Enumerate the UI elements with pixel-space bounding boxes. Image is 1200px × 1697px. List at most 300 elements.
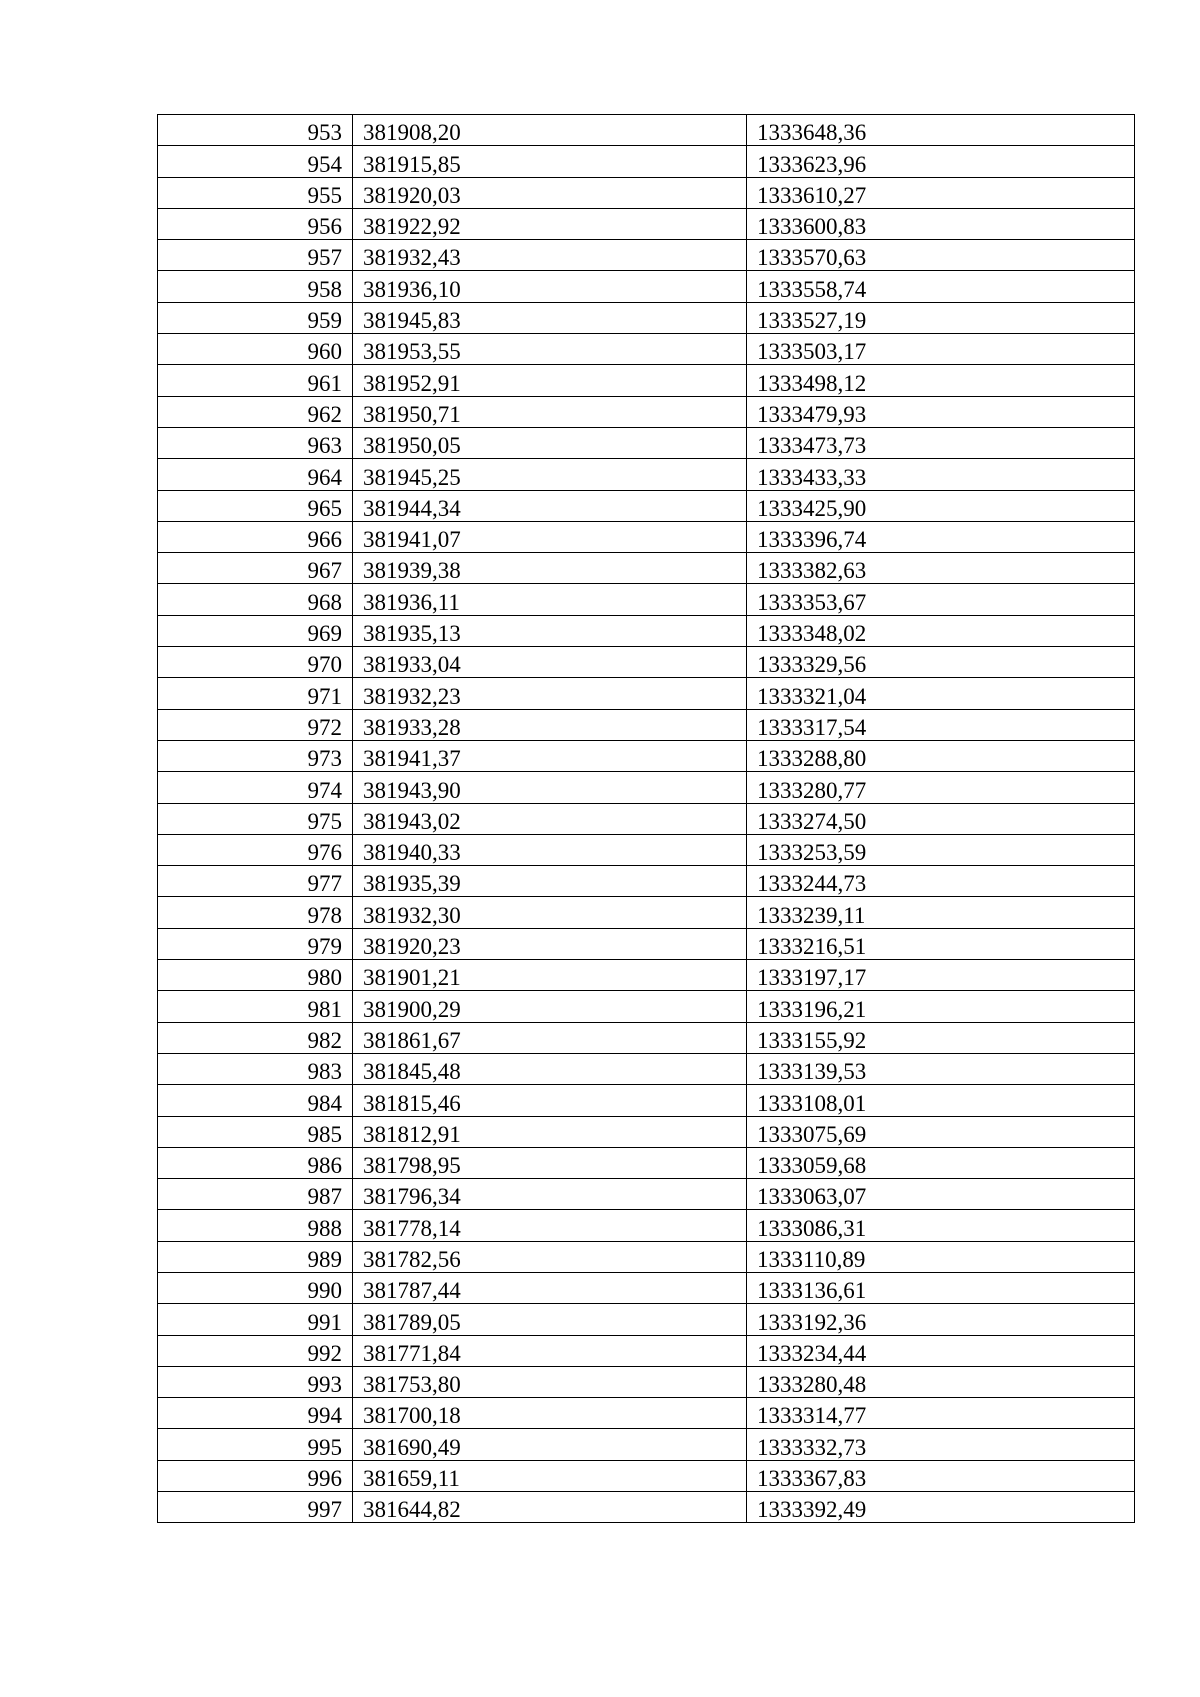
table-row <box>158 1398 1135 1429</box>
point-number-cell <box>158 834 353 865</box>
table-row <box>158 146 1135 177</box>
table-row <box>158 553 1135 584</box>
table-row <box>158 678 1135 709</box>
cell-text: 381900,29 <box>363 996 461 1022</box>
cell-text: 1333280,77 <box>757 777 867 803</box>
cell-text: 1333136,61 <box>757 1278 867 1304</box>
point-number-cell <box>158 177 353 208</box>
cell-text: 1333253,59 <box>757 840 867 866</box>
cell-text: 381932,43 <box>363 245 461 271</box>
cell-text: 381943,90 <box>363 777 461 803</box>
y-coordinate-cell <box>747 1147 1135 1178</box>
point-number-cell <box>158 709 353 740</box>
cell-text: 381945,25 <box>363 464 461 490</box>
point-number-cell <box>158 427 353 458</box>
table-row <box>158 427 1135 458</box>
cell-text: 381935,39 <box>363 871 461 897</box>
y-coordinate-cell <box>747 1179 1135 1210</box>
table-row <box>158 1460 1135 1491</box>
point-number-cell <box>158 334 353 365</box>
y-coordinate-cell <box>747 1022 1135 1053</box>
cell-text: 381700,18 <box>363 1403 461 1429</box>
point-number-cell <box>158 1492 353 1523</box>
x-coordinate-cell <box>353 834 747 865</box>
y-coordinate-cell <box>747 1053 1135 1084</box>
y-coordinate-cell <box>747 584 1135 615</box>
point-number-cell <box>158 647 353 678</box>
y-coordinate-cell <box>747 459 1135 490</box>
x-coordinate-cell <box>353 772 747 803</box>
x-coordinate-cell <box>353 396 747 427</box>
y-coordinate-cell <box>747 647 1135 678</box>
cell-text: 381796,34 <box>363 1184 461 1210</box>
cell-text: 983 <box>307 1059 342 1085</box>
table-row <box>158 1272 1135 1303</box>
point-number-cell <box>158 584 353 615</box>
x-coordinate-cell <box>353 365 747 396</box>
y-coordinate-cell <box>747 553 1135 584</box>
x-coordinate-cell <box>353 459 747 490</box>
cell-text: 972 <box>307 714 342 740</box>
x-coordinate-cell <box>353 928 747 959</box>
y-coordinate-cell <box>747 1429 1135 1460</box>
y-coordinate-cell <box>747 1304 1135 1335</box>
table-row <box>158 1022 1135 1053</box>
cell-text: 1333075,69 <box>757 1121 867 1147</box>
cell-text: 1333600,83 <box>757 214 867 240</box>
y-coordinate-cell <box>747 1085 1135 1116</box>
table-row <box>158 834 1135 865</box>
y-coordinate-cell <box>747 240 1135 271</box>
cell-text: 1333329,56 <box>757 652 867 678</box>
cell-text: 1333216,51 <box>757 934 867 960</box>
cell-text: 977 <box>307 871 342 897</box>
cell-text: 381940,33 <box>363 840 461 866</box>
y-coordinate-cell <box>747 365 1135 396</box>
cell-text: 1333382,63 <box>757 558 867 584</box>
cell-text: 997 <box>307 1497 342 1523</box>
point-number-cell <box>158 803 353 834</box>
y-coordinate-cell <box>747 615 1135 646</box>
table-row <box>158 928 1135 959</box>
table-row <box>158 740 1135 771</box>
x-coordinate-cell <box>353 177 747 208</box>
x-coordinate-cell <box>353 271 747 302</box>
x-coordinate-cell <box>353 115 747 146</box>
cell-text: 989 <box>307 1246 342 1272</box>
cell-text: 1333155,92 <box>757 1027 867 1053</box>
cell-text: 993 <box>307 1372 342 1398</box>
cell-text: 959 <box>307 308 342 334</box>
cell-text: 990 <box>307 1278 342 1304</box>
x-coordinate-cell <box>353 1492 747 1523</box>
table-row <box>158 1304 1135 1335</box>
table-row <box>158 1335 1135 1366</box>
point-number-cell <box>158 866 353 897</box>
point-number-cell <box>158 928 353 959</box>
y-coordinate-cell <box>747 115 1135 146</box>
y-coordinate-cell <box>747 208 1135 239</box>
point-number-cell <box>158 1241 353 1272</box>
cell-text: 1333317,54 <box>757 714 867 740</box>
x-coordinate-cell <box>353 208 747 239</box>
table-row <box>158 365 1135 396</box>
x-coordinate-cell <box>353 1022 747 1053</box>
y-coordinate-cell <box>747 709 1135 740</box>
x-coordinate-cell <box>353 1429 747 1460</box>
table-row <box>158 866 1135 897</box>
cell-text: 381644,82 <box>363 1497 461 1523</box>
table-row <box>158 177 1135 208</box>
point-number-cell <box>158 521 353 552</box>
cell-text: 1333479,93 <box>757 401 867 427</box>
cell-text: 381908,20 <box>363 120 461 146</box>
cell-text: 973 <box>307 746 342 772</box>
x-coordinate-cell <box>353 960 747 991</box>
y-coordinate-cell <box>747 1272 1135 1303</box>
x-coordinate-cell <box>353 1241 747 1272</box>
cell-text: 971 <box>307 683 342 709</box>
cell-text: 1333396,74 <box>757 527 867 553</box>
cell-text: 381778,14 <box>363 1215 461 1241</box>
point-number-cell <box>158 1147 353 1178</box>
x-coordinate-cell <box>353 740 747 771</box>
x-coordinate-cell <box>353 240 747 271</box>
cell-text: 1333473,73 <box>757 433 867 459</box>
y-coordinate-cell <box>747 271 1135 302</box>
point-number-cell <box>158 240 353 271</box>
point-number-cell <box>158 1210 353 1241</box>
cell-text: 1333367,83 <box>757 1466 867 1492</box>
x-coordinate-cell <box>353 302 747 333</box>
cell-text: 965 <box>307 495 342 521</box>
cell-text: 1333059,68 <box>757 1153 867 1179</box>
cell-text: 1333610,27 <box>757 182 867 208</box>
table-row <box>158 208 1135 239</box>
cell-text: 381915,85 <box>363 151 461 177</box>
point-number-cell <box>158 991 353 1022</box>
cell-text: 381861,67 <box>363 1027 461 1053</box>
cell-text: 1333192,36 <box>757 1309 867 1335</box>
cell-text: 978 <box>307 902 342 928</box>
cell-text: 381952,91 <box>363 370 461 396</box>
y-coordinate-cell <box>747 834 1135 865</box>
cell-text: 967 <box>307 558 342 584</box>
x-coordinate-cell <box>353 521 747 552</box>
y-coordinate-cell <box>747 427 1135 458</box>
cell-text: 987 <box>307 1184 342 1210</box>
x-coordinate-cell <box>353 709 747 740</box>
point-number-cell <box>158 553 353 584</box>
cell-text: 992 <box>307 1340 342 1366</box>
cell-text: 381922,92 <box>363 214 461 240</box>
cell-text: 1333570,63 <box>757 245 867 271</box>
x-coordinate-cell <box>353 1335 747 1366</box>
point-number-cell <box>158 1335 353 1366</box>
point-number-cell <box>158 1429 353 1460</box>
cell-text: 381944,34 <box>363 495 461 521</box>
x-coordinate-cell <box>353 1398 747 1429</box>
point-number-cell <box>158 459 353 490</box>
y-coordinate-cell <box>747 678 1135 709</box>
x-coordinate-cell <box>353 678 747 709</box>
point-number-cell <box>158 740 353 771</box>
x-coordinate-cell <box>353 553 747 584</box>
point-number-cell <box>158 302 353 333</box>
point-number-cell <box>158 146 353 177</box>
cell-text: 1333108,01 <box>757 1090 867 1116</box>
x-coordinate-cell <box>353 1210 747 1241</box>
cell-text: 966 <box>307 527 342 553</box>
cell-text: 1333332,73 <box>757 1434 867 1460</box>
cell-text: 1333280,48 <box>757 1372 867 1398</box>
point-number-cell <box>158 1053 353 1084</box>
point-number-cell <box>158 1460 353 1491</box>
cell-text: 974 <box>307 777 342 803</box>
cell-text: 381932,23 <box>363 683 461 709</box>
cell-text: 381782,56 <box>363 1246 461 1272</box>
y-coordinate-cell <box>747 1116 1135 1147</box>
y-coordinate-cell <box>747 960 1135 991</box>
cell-text: 988 <box>307 1215 342 1241</box>
cell-text: 953 <box>307 120 342 146</box>
table-row <box>158 709 1135 740</box>
cell-text: 381932,30 <box>363 902 461 928</box>
cell-text: 381950,05 <box>363 433 461 459</box>
cell-text: 963 <box>307 433 342 459</box>
cell-text: 969 <box>307 621 342 647</box>
cell-text: 964 <box>307 464 342 490</box>
cell-text: 381939,38 <box>363 558 461 584</box>
cell-text: 995 <box>307 1434 342 1460</box>
x-coordinate-cell <box>353 1179 747 1210</box>
x-coordinate-cell <box>353 1053 747 1084</box>
cell-text: 1333498,12 <box>757 370 867 396</box>
table-row <box>158 615 1135 646</box>
cell-text: 1333353,67 <box>757 589 867 615</box>
cell-text: 1333086,31 <box>757 1215 867 1241</box>
y-coordinate-cell <box>747 396 1135 427</box>
cell-text: 981 <box>307 996 342 1022</box>
table-row <box>158 1241 1135 1272</box>
x-coordinate-cell <box>353 647 747 678</box>
point-number-cell <box>158 208 353 239</box>
cell-text: 954 <box>307 151 342 177</box>
y-coordinate-cell <box>747 866 1135 897</box>
point-number-cell <box>158 365 353 396</box>
cell-text: 991 <box>307 1309 342 1335</box>
cell-text: 1333110,89 <box>757 1246 866 1272</box>
cell-text: 1333239,11 <box>757 902 866 928</box>
table-row <box>158 897 1135 928</box>
point-number-cell <box>158 1304 353 1335</box>
cell-text: 1333425,90 <box>757 495 867 521</box>
table-row <box>158 1366 1135 1397</box>
cell-text: 986 <box>307 1153 342 1179</box>
cell-text: 1333274,50 <box>757 808 867 834</box>
table-row <box>158 1429 1135 1460</box>
point-number-cell <box>158 1022 353 1053</box>
x-coordinate-cell <box>353 991 747 1022</box>
cell-text: 381941,07 <box>363 527 461 553</box>
table-row <box>158 1492 1135 1523</box>
y-coordinate-cell <box>747 146 1135 177</box>
x-coordinate-cell <box>353 1460 747 1491</box>
x-coordinate-cell <box>353 1147 747 1178</box>
cell-text: 962 <box>307 401 342 427</box>
cell-text: 381753,80 <box>363 1372 461 1398</box>
table-row <box>158 302 1135 333</box>
cell-text: 982 <box>307 1027 342 1053</box>
cell-text: 381901,21 <box>363 965 461 991</box>
cell-text: 958 <box>307 276 342 302</box>
cell-text: 961 <box>307 370 342 396</box>
point-number-cell <box>158 115 353 146</box>
x-coordinate-cell <box>353 803 747 834</box>
cell-text: 955 <box>307 182 342 208</box>
cell-text: 994 <box>307 1403 342 1429</box>
table-row <box>158 1085 1135 1116</box>
y-coordinate-cell <box>747 740 1135 771</box>
table-row <box>158 584 1135 615</box>
cell-text: 381953,55 <box>363 339 461 365</box>
cell-text: 381690,49 <box>363 1434 461 1460</box>
table-row <box>158 396 1135 427</box>
y-coordinate-cell <box>747 1241 1135 1272</box>
cell-text: 381659,11 <box>363 1466 460 1492</box>
cell-text: 980 <box>307 965 342 991</box>
x-coordinate-cell <box>353 584 747 615</box>
table-row <box>158 271 1135 302</box>
cell-text: 1333288,80 <box>757 746 867 772</box>
cell-text: 381941,37 <box>363 746 461 772</box>
table-row <box>158 1053 1135 1084</box>
point-number-cell <box>158 897 353 928</box>
table-row <box>158 803 1135 834</box>
cell-text: 1333558,74 <box>757 276 867 302</box>
cell-text: 1333433,33 <box>757 464 867 490</box>
cell-text: 1333197,17 <box>757 965 867 991</box>
y-coordinate-cell <box>747 991 1135 1022</box>
point-number-cell <box>158 396 353 427</box>
coordinate-table-body <box>158 115 1135 1523</box>
table-row <box>158 991 1135 1022</box>
x-coordinate-cell <box>353 1116 747 1147</box>
cell-text: 1333063,07 <box>757 1184 867 1210</box>
point-number-cell <box>158 271 353 302</box>
cell-text: 976 <box>307 840 342 866</box>
table-row <box>158 1147 1135 1178</box>
cell-text: 381943,02 <box>363 808 461 834</box>
table-row <box>158 490 1135 521</box>
cell-text: 1333196,21 <box>757 996 867 1022</box>
y-coordinate-cell <box>747 772 1135 803</box>
table-row <box>158 772 1135 803</box>
cell-text: 381787,44 <box>363 1278 461 1304</box>
cell-text: 381945,83 <box>363 308 461 334</box>
cell-text: 381771,84 <box>363 1340 461 1366</box>
cell-text: 1333321,04 <box>757 683 867 709</box>
x-coordinate-cell <box>353 334 747 365</box>
cell-text: 979 <box>307 934 342 960</box>
x-coordinate-cell <box>353 897 747 928</box>
cell-text: 381935,13 <box>363 621 461 647</box>
table-row <box>158 521 1135 552</box>
cell-text: 956 <box>307 214 342 240</box>
y-coordinate-cell <box>747 1210 1135 1241</box>
y-coordinate-cell <box>747 803 1135 834</box>
point-number-cell <box>158 615 353 646</box>
point-number-cell <box>158 772 353 803</box>
cell-text: 381936,10 <box>363 276 461 302</box>
table-row <box>158 334 1135 365</box>
y-coordinate-cell <box>747 928 1135 959</box>
point-number-cell <box>158 1366 353 1397</box>
cell-text: 996 <box>307 1466 342 1492</box>
cell-text: 1333314,77 <box>757 1403 867 1429</box>
y-coordinate-cell <box>747 897 1135 928</box>
point-number-cell <box>158 490 353 521</box>
cell-text: 1333348,02 <box>757 621 867 647</box>
cell-text: 1333623,96 <box>757 151 867 177</box>
point-number-cell <box>158 1398 353 1429</box>
y-coordinate-cell <box>747 334 1135 365</box>
cell-text: 1333503,17 <box>757 339 867 365</box>
y-coordinate-cell <box>747 521 1135 552</box>
table-row <box>158 459 1135 490</box>
table-row <box>158 960 1135 991</box>
table-row <box>158 1116 1135 1147</box>
coordinate-table <box>157 114 1135 1523</box>
y-coordinate-cell <box>747 177 1135 208</box>
y-coordinate-cell <box>747 1398 1135 1429</box>
x-coordinate-cell <box>353 146 747 177</box>
table-row <box>158 240 1135 271</box>
cell-text: 985 <box>307 1121 342 1147</box>
cell-text: 381933,28 <box>363 714 461 740</box>
cell-text: 1333244,73 <box>757 871 867 897</box>
x-coordinate-cell <box>353 427 747 458</box>
cell-text: 381815,46 <box>363 1090 461 1116</box>
point-number-cell <box>158 678 353 709</box>
y-coordinate-cell <box>747 302 1135 333</box>
y-coordinate-cell <box>747 1492 1135 1523</box>
y-coordinate-cell <box>747 1460 1135 1491</box>
cell-text: 957 <box>307 245 342 271</box>
cell-text: 1333527,19 <box>757 308 867 334</box>
y-coordinate-cell <box>747 1366 1135 1397</box>
x-coordinate-cell <box>353 490 747 521</box>
y-coordinate-cell <box>747 490 1135 521</box>
cell-text: 1333648,36 <box>757 120 867 146</box>
point-number-cell <box>158 1179 353 1210</box>
cell-text: 381950,71 <box>363 401 461 427</box>
cell-text: 381920,23 <box>363 934 461 960</box>
cell-text: 1333234,44 <box>757 1340 867 1366</box>
x-coordinate-cell <box>353 866 747 897</box>
cell-text: 1333139,53 <box>757 1059 867 1085</box>
cell-text: 1333392,49 <box>757 1497 867 1523</box>
cell-text: 381936,11 <box>363 589 460 615</box>
cell-text: 381789,05 <box>363 1309 461 1335</box>
point-number-cell <box>158 1085 353 1116</box>
cell-text: 381845,48 <box>363 1059 461 1085</box>
x-coordinate-cell <box>353 1272 747 1303</box>
table-row <box>158 1210 1135 1241</box>
x-coordinate-cell <box>353 1366 747 1397</box>
cell-text: 381920,03 <box>363 182 461 208</box>
cell-text: 975 <box>307 808 342 834</box>
